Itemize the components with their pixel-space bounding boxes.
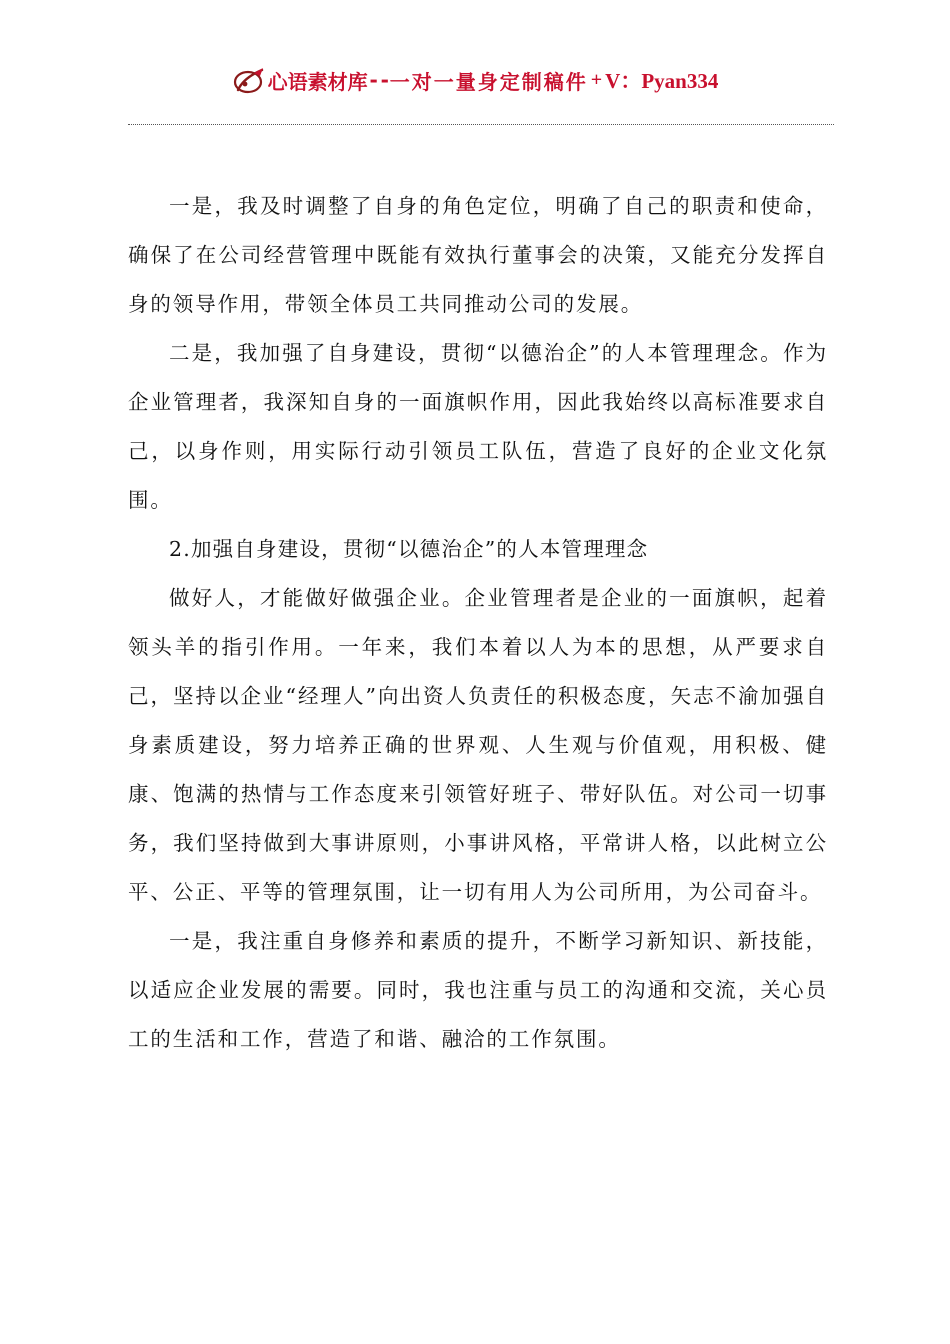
paragraph-2: 二是，我加强了自身建设，贯彻“以德治企”的人本管理理念。作为企业管理者，我深知自身的一面旗帜作用，因此我始终以高标准要求自己，以身作则，用实际行动引领员工队伍，营造了良好的企业文化氛围。 (128, 341, 828, 512)
header-separator: -- (367, 68, 390, 92)
document-body (128, 182, 828, 1064)
header-plus: + (590, 68, 603, 91)
section-heading: 2.加强自身建设，贯彻“以德治企”的人本管理理念 (169, 537, 649, 561)
brand-logo-icon (232, 63, 266, 97)
brand-name: 心语素材库 (267, 69, 368, 94)
paragraph-1: 一是，我及时调整了自身的角色定位，明确了自己的职责和使命，确保了在公司经营管理中既能有效执行董事会的决策，又能充分发挥自身的领导作用，带领全体员工共同推动公司的发展。 (128, 194, 828, 316)
header-divider (128, 124, 834, 125)
paragraph-3: 做好人，才能做好做强企业。企业管理者是企业的一面旗帜，起着领头羊的指引作用。一年来，我们本着以人为本的思想，从严要求自己，坚持以企业“经理人”向出资人负责任的积极态度，矢志不渝加强自身素质建设，努力培养正确的世界观、人生观与价值观，用积极、健康、饱满的热情与工作态度来引领管好班子、带好队伍。对公司一切事务，我们坚持做到大事讲原则，小事讲风格，平常讲人格，以此树立公平、公正、平等的管理氛围，让一切有用人为公司所用，为公司奋斗。 (128, 586, 828, 904)
header-contact: V：Pyan334 (605, 69, 719, 93)
page-header (0, 58, 950, 102)
paragraph-4: 一是，我注重自身修养和素质的提升，不断学习新知识、新技能，以适应企业发展的需要。同时，我也注重与员工的沟通和交流，关心员工的生活和工作，营造了和谐、融洽的工作氛围。 (128, 929, 828, 1051)
header-tagline: 一对一量身定制稿件 (389, 69, 588, 94)
